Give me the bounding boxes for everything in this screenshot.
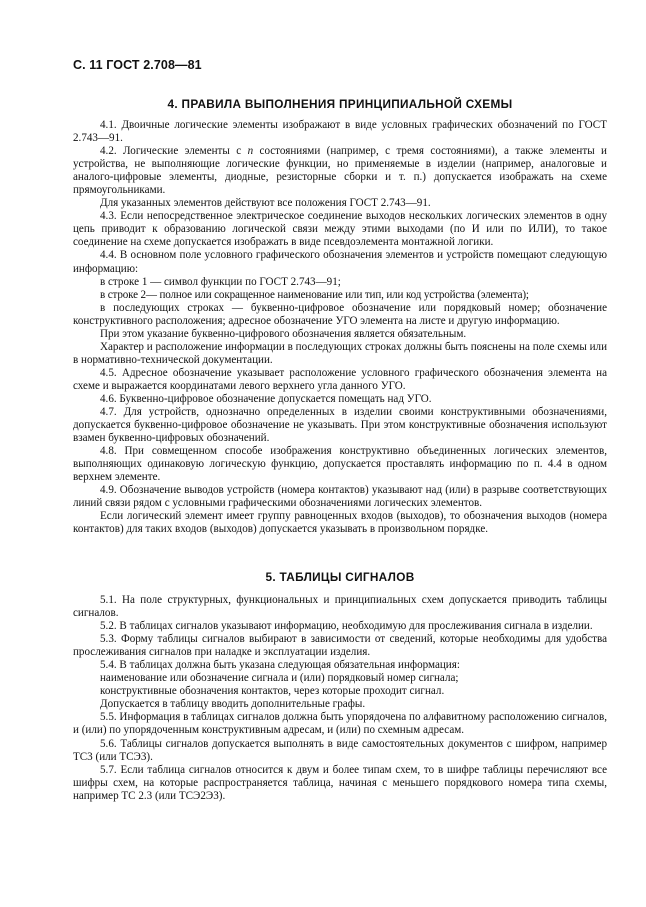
- paragraph-5-4-extra: Допускается в таблицу вводить дополнительные графы.: [100, 698, 366, 711]
- section-4-body: [73, 119, 607, 537]
- paragraph-5-4: 5.4. В таблицах должна быть указана следующая обязательная информация:: [100, 659, 460, 672]
- section-5-title: 5. ТАБЛИЦЫ СИГНАЛОВ: [265, 570, 415, 584]
- paragraph-5-4-item1: наименование или обозначение сигнала и (или) порядковый номер сигнала;: [100, 672, 459, 685]
- paragraph-4-5: 4.5. Адресное обозначение указывает расположение условного графического обозначения элемента на схеме и выражается координатами левого верхнего угла данного УГО.: [73, 366, 607, 392]
- paragraph-4-2-note: Для указанных элементов действуют все положения ГОСТ 2.743—91.: [100, 197, 431, 210]
- paragraph-4-4-line1: в строке 1 — символ функции по ГОСТ 2.743—91;: [100, 275, 341, 288]
- paragraph-4-2: 4.2. Логические элементы с n состояниями (например, с тремя состояниями), а также элементы и устройства, не выполняющие логические функции, но применяемые в изделии (например, аналоговые и аналого-цифровые элементы, диодные, резисторные сборки и т. п.) допускается изображать на схеме прямоугольниками.: [73, 145, 607, 197]
- paragraph-4-1: 4.1. Двоичные логические элементы изображают в виде условных графических обозначений по ГОСТ 2.743—91.: [73, 119, 607, 145]
- paragraph-4-6: 4.6. Буквенно-цифровое обозначение допускается помещать над УГО.: [100, 392, 432, 405]
- section-4-title: 4. ПРАВИЛА ВЫПОЛНЕНИЯ ПРИНЦИПИАЛЬНОЙ СХЕМЫ: [167, 97, 513, 111]
- paragraph-4-4-line2: в строке 2— полное или сокращенное наименование или тип, или код устройства (элемента);: [100, 288, 529, 301]
- paragraph-4-4: 4.4. В основном поле условного графического обозначения элементов и устройств помещают следующую информацию:: [73, 249, 607, 275]
- paragraph-4-8: 4.8. При совмещенном способе изображения конструктивно объединенных логических элементов, выполняющих одинаковую логическую функцию, допускается проставлять информацию по п. 4.4 в одном верхнем элементе.: [73, 445, 607, 484]
- paragraph-4-3: 4.3. Если непосредственное электрическое соединение выходов нескольких логических элементов в одну цепь приводит к образованию логической связи между этими выходами (по И или по ИЛИ), то такое соединение на схеме допускается изображать в виде псевдоэлемента монтажной логики.: [73, 210, 607, 249]
- paragraph-4-7: 4.7. Для устройств, однозначно определенных в изделии своими конструктивными обозначениями, допускается буквенно-цифровое обозначение не указывать. При этом конструктивные обозначения используют взамен буквенно-цифровых обозначений.: [73, 406, 607, 445]
- paragraph-5-4-item2: конструктивные обозначения контактов, через которые проходит сигнал.: [100, 685, 445, 698]
- paragraph-5-3: 5.3. Форму таблицы сигналов выбирают в зависимости от сведений, которые необходимы для удобства прослеживания сигналов при наладке и эксплуатации изделия.: [73, 633, 607, 659]
- paragraph-4-9-note: Если логический элемент имеет группу равноценных входов (выходов), то обозначения выходов (номера контактов) для таких входов (выходов) допускается указывать в произвольном порядке.: [73, 510, 607, 536]
- paragraph-5-5: 5.5. Информация в таблицах сигналов должна быть упорядочена по алфавитному расположению сигналов, и (или) по упорядоченным конструктивным адресам, и (или) по схемным адресам.: [73, 711, 607, 737]
- page-header: С. 11 ГОСТ 2.708—81: [73, 58, 202, 72]
- paragraph-4-9: 4.9. Обозначение выводов устройств (номера контактов) указывают над (или) в разрыве соответствующих линий связи рядом с условными графическими обозначениями логических элементов.: [73, 484, 607, 510]
- paragraph-5-1: 5.1. На поле структурных, функциональных и принципиальных схем допускается приводить таблицы сигналов.: [73, 594, 607, 620]
- paragraph-4-4-character: Характер и расположение информации в последующих строках должны быть пояснены на поле схемы или в нормативно-технической документации.: [73, 340, 607, 366]
- paragraph-4-4-lines-next: в последующих строках — буквенно-цифровое обозначение или порядковый номер; обозначение конструктивного расположения; адресное обозначение УГО элемента на листе и другую информацию.: [73, 301, 607, 327]
- paragraph-4-4-mandatory: При этом указание буквенно-цифрового обозначения является обязательным.: [100, 327, 467, 340]
- paragraph-5-7: 5.7. Если таблица сигналов относится к двум и более типам схем, то в шифре таблицы перечисляют все шифры схем, на которые распространяется таблица, начиная с меньшего порядкового номера типа схемы, например ТС 2.3 (или ТСЭ2Э3).: [73, 763, 607, 802]
- paragraph-5-6: 5.6. Таблицы сигналов допускается выполнять в виде самостоятельных документов с шифром, например ТС3 (или ТСЭ3).: [73, 737, 607, 763]
- paragraph-5-2: 5.2. В таблицах сигналов указывают информацию, необходимую для прослеживания сигнала в изделии.: [100, 620, 593, 633]
- section-5-body: [73, 594, 607, 803]
